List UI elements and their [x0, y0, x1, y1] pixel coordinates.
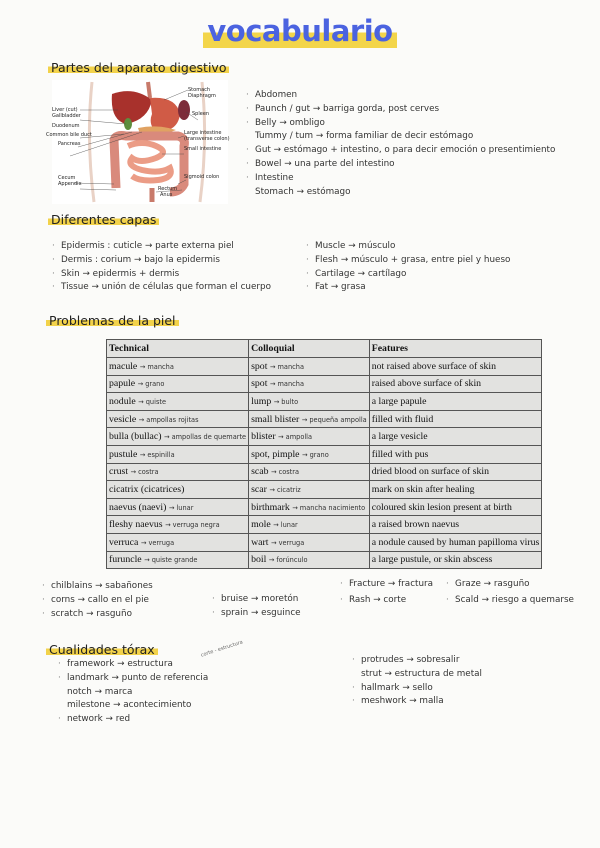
term-text: spot: [251, 378, 268, 390]
note-item: · landmark → punto de referencia: [58, 672, 209, 683]
term-text: furuncle: [109, 554, 142, 566]
table-row: [107, 481, 542, 499]
term-text: filled with fluid: [371, 413, 434, 425]
term-text: coloured skin lesion present at birth: [371, 501, 512, 513]
table-row: [107, 516, 542, 534]
note-item: Tummy / tum → forma familiar de decir estómago: [255, 131, 474, 142]
term-text: blister: [251, 431, 276, 443]
note-item: · framework → estructura: [58, 659, 173, 669]
features-cell: [369, 516, 542, 534]
note-item: · Dermis : corium → bajo la epidermis: [52, 254, 220, 265]
note-item: · Cartilage → cartílago: [306, 268, 407, 279]
handwritten-translation: → cicatriz: [269, 485, 301, 494]
note-item: · Fat → grasa: [306, 282, 366, 293]
term-text: macule: [109, 360, 138, 372]
term-text: filled with pus: [371, 448, 429, 460]
term-text: dried blood on surface of skin: [371, 466, 489, 478]
thorax-right-list: [352, 654, 482, 709]
handwritten-translation: → mancha: [139, 362, 174, 371]
colloquial-term-cell: [249, 533, 370, 551]
term-text: fleshy naevus: [109, 519, 163, 531]
column-header: Technical: [107, 340, 249, 358]
note-item: · Intestine: [246, 172, 294, 183]
features-cell: [369, 375, 542, 393]
technical-term-cell: [107, 428, 249, 446]
layers-right-list: [306, 240, 510, 295]
table-row: [107, 393, 542, 411]
table-row: [107, 463, 542, 481]
note-item: · Tissue → unión de células que forman el cuerpo: [52, 282, 271, 293]
diagram-label: Stomach: [188, 87, 211, 93]
term-text: naevus (naevi): [109, 501, 167, 513]
handwritten-translation: → ampollas de quemarte: [163, 433, 247, 442]
colloquial-term-cell: [249, 393, 370, 411]
features-cell: [369, 498, 542, 516]
diagram-label: Cecum: [58, 175, 76, 181]
note-item: · chilblains → sabañones: [42, 581, 153, 591]
diagram-label: Anus: [160, 192, 173, 198]
diagram-label: Sigmoid colon: [184, 174, 220, 180]
page-title: vocabulario: [0, 14, 600, 48]
features-cell: [369, 428, 542, 446]
handwritten-translation: → costra: [130, 468, 159, 477]
technical-term-cell: [107, 551, 249, 569]
term-text: mark on skin after healing: [371, 483, 475, 495]
note-item: · Rash → corte: [340, 595, 407, 605]
term-text: nodule: [109, 395, 136, 407]
table-row: [107, 445, 542, 463]
note-item: · Fracture → fractura: [340, 579, 434, 589]
term-text: not raised above surface of skin: [371, 360, 497, 372]
section-header-layers: Diferentes capas: [48, 212, 159, 227]
diagram-label: Common bile duct: [46, 132, 92, 138]
handwritten-translation: → lunar: [273, 521, 298, 530]
features-cell: [369, 393, 542, 411]
technical-term-cell: [107, 445, 249, 463]
term-text: verruca: [109, 536, 139, 548]
term-text: mole: [251, 519, 271, 531]
colloquial-term-cell: [249, 358, 370, 376]
diagram-label: Pancreas: [58, 141, 81, 147]
handwritten-translation: → verruga negra: [165, 521, 220, 530]
digestive-notes: [246, 89, 555, 199]
diagram-label: (transverse colon): [184, 136, 230, 142]
note-item: · Abdomen: [246, 90, 298, 100]
colloquial-term-cell: [249, 375, 370, 393]
term-text: vesicle: [109, 413, 137, 425]
handwritten-translation: → mancha: [269, 362, 304, 371]
term-text: a raised brown naevus: [371, 519, 460, 531]
technical-term-cell: [107, 533, 249, 551]
section-header-skin: Problemas de la piel: [46, 313, 179, 328]
note-item: · scratch → rasguño: [42, 608, 132, 619]
column-header: Colloquial: [249, 340, 370, 358]
diagram-label: Liver (cut): [52, 107, 78, 113]
colloquial-term-cell: [249, 516, 370, 534]
diagram-label: Duodenum: [52, 123, 80, 129]
technical-term-cell: [107, 393, 249, 411]
handwritten-translation: → ampolla: [278, 433, 313, 442]
diagram-label: Appendix: [58, 181, 82, 187]
table-row: [107, 533, 542, 551]
note-item: · Paunch / gut → barriga gorda, post cerves: [246, 103, 440, 114]
handwritten-translation: → costra: [270, 468, 300, 477]
technical-term-cell: [107, 410, 249, 428]
diagram-label: Large intestine: [184, 130, 222, 136]
handwritten-translation: → quiste: [138, 397, 167, 406]
note-item: · corns → callo en el pie: [42, 594, 149, 605]
table-row: [107, 551, 542, 569]
term-text: spot, pimple: [251, 448, 300, 460]
handwritten-translation: → forúnculo: [268, 556, 308, 565]
note-item: Stomach → estómago: [255, 186, 351, 197]
note-item: · meshwork → malla: [352, 696, 444, 707]
table-header-row: [107, 340, 542, 358]
handwritten-translation: → lunar: [168, 503, 194, 512]
diagram-label: Spleen: [192, 111, 210, 117]
handwritten-translation: → grano: [137, 380, 165, 389]
diagram-label: Gallbladder: [52, 113, 81, 119]
diagram-label: Diaphragm: [188, 93, 216, 99]
colloquial-term-cell: [249, 463, 370, 481]
note-item: · protrudes → sobresalir: [352, 655, 460, 665]
note-item: · Gut → estómago + intestino, o para decir emoción o presentimiento: [246, 145, 556, 156]
handwritten-translation: → mancha: [269, 380, 304, 389]
note-item: · bruise → moretón: [212, 594, 299, 604]
term-text: a nodule caused by human papilloma virus: [371, 536, 540, 548]
note-item: · Epidermis : cuticle → parte externa piel: [52, 241, 234, 251]
margin-scribble: corte - estructura: [200, 639, 244, 659]
diagram-label: Rectum: [158, 186, 178, 192]
table-row: [107, 375, 542, 393]
handwritten-translation: → pequeña ampolla: [301, 415, 367, 424]
digestive-diagram: [46, 80, 230, 204]
note-item: · hallmark → sello: [352, 682, 433, 693]
term-text: lump: [251, 395, 272, 407]
handwritten-translation: → mancha nacimiento: [292, 503, 366, 512]
term-text: cicatrix (cicatrices): [109, 483, 185, 495]
term-text: spot: [251, 360, 268, 372]
handwritten-translation: → verruga: [140, 538, 175, 547]
features-cell: [369, 551, 542, 569]
handwritten-translation: → quiste grande: [144, 556, 198, 565]
colloquial-term-cell: [249, 481, 370, 499]
colloquial-term-cell: [249, 498, 370, 516]
term-text: birthmark: [251, 501, 290, 513]
term-text: bulla (bullac): [109, 431, 162, 443]
table-row: [107, 358, 542, 376]
term-text: crust: [109, 466, 129, 478]
note-item: · Muscle → músculo: [306, 241, 396, 251]
term-text: pustule: [109, 448, 138, 460]
technical-term-cell: [107, 516, 249, 534]
note-item: · Flesh → músculo + grasa, entre piel y hueso: [306, 254, 511, 265]
features-cell: [369, 358, 542, 376]
handwritten-translation: → ampollas rojitas: [138, 415, 199, 424]
layers-left-list: [52, 240, 271, 295]
note-item: · network → red: [58, 714, 131, 725]
note-item: · Belly → ombligo: [246, 117, 325, 128]
technical-term-cell: [107, 498, 249, 516]
colloquial-term-cell: [249, 551, 370, 569]
note-item: · Skin → epidermis + dermis: [52, 268, 180, 279]
term-text: boil: [251, 554, 267, 566]
note-item: notch → marca: [67, 686, 133, 697]
handwritten-translation: → bulto: [273, 397, 299, 406]
skin-problems-table: [106, 339, 542, 569]
note-item: milestone → acontecimiento: [67, 700, 192, 711]
note-item: · Graze → rasguño: [446, 579, 530, 589]
term-text: scar: [251, 483, 267, 495]
term-text: raised above surface of skin: [371, 378, 482, 390]
skin-notes-col2: [212, 593, 301, 621]
section-header-digestive: Partes del aparato digestivo: [48, 60, 229, 75]
note-item: · Bowel → una parte del intestino: [246, 158, 395, 169]
handwritten-translation: → espinilla: [139, 450, 175, 459]
diagram-label: Small intestine: [184, 146, 222, 152]
technical-term-cell: [107, 375, 249, 393]
features-cell: [369, 481, 542, 499]
skin-notes-col1: [42, 580, 153, 621]
skin-notes-col3: [340, 576, 433, 608]
features-cell: [369, 410, 542, 428]
term-text: a large papule: [371, 395, 427, 407]
technical-term-cell: [107, 358, 249, 376]
table-row: [107, 428, 542, 446]
term-text: a large pustule, or skin abscess: [371, 554, 493, 566]
table-row: [107, 498, 542, 516]
technical-term-cell: [107, 481, 249, 499]
colloquial-term-cell: [249, 445, 370, 463]
handwritten-translation: → grano: [302, 450, 329, 459]
term-text: wart: [251, 536, 269, 548]
technical-term-cell: [107, 463, 249, 481]
note-item: strut → estructura de metal: [361, 668, 482, 679]
term-text: scab: [251, 466, 269, 478]
colloquial-term-cell: [249, 410, 370, 428]
features-cell: [369, 533, 542, 551]
note-item: · sprain → esguince: [212, 607, 301, 618]
handwritten-translation: → verruga: [270, 538, 305, 547]
colloquial-term-cell: [249, 428, 370, 446]
column-header: Features: [369, 340, 542, 358]
skin-notes-col4: [446, 576, 574, 608]
note-item: · Scald → riesgo a quemarse: [446, 595, 574, 605]
features-cell: [369, 445, 542, 463]
table-row: [107, 410, 542, 428]
features-cell: [369, 463, 542, 481]
term-text: a large vesicle: [371, 431, 428, 443]
thorax-left-list: [58, 658, 208, 727]
section-header-thorax: Cualidades tórax: [46, 642, 158, 657]
term-text: papule: [109, 378, 136, 390]
term-text: small blister: [251, 413, 300, 425]
